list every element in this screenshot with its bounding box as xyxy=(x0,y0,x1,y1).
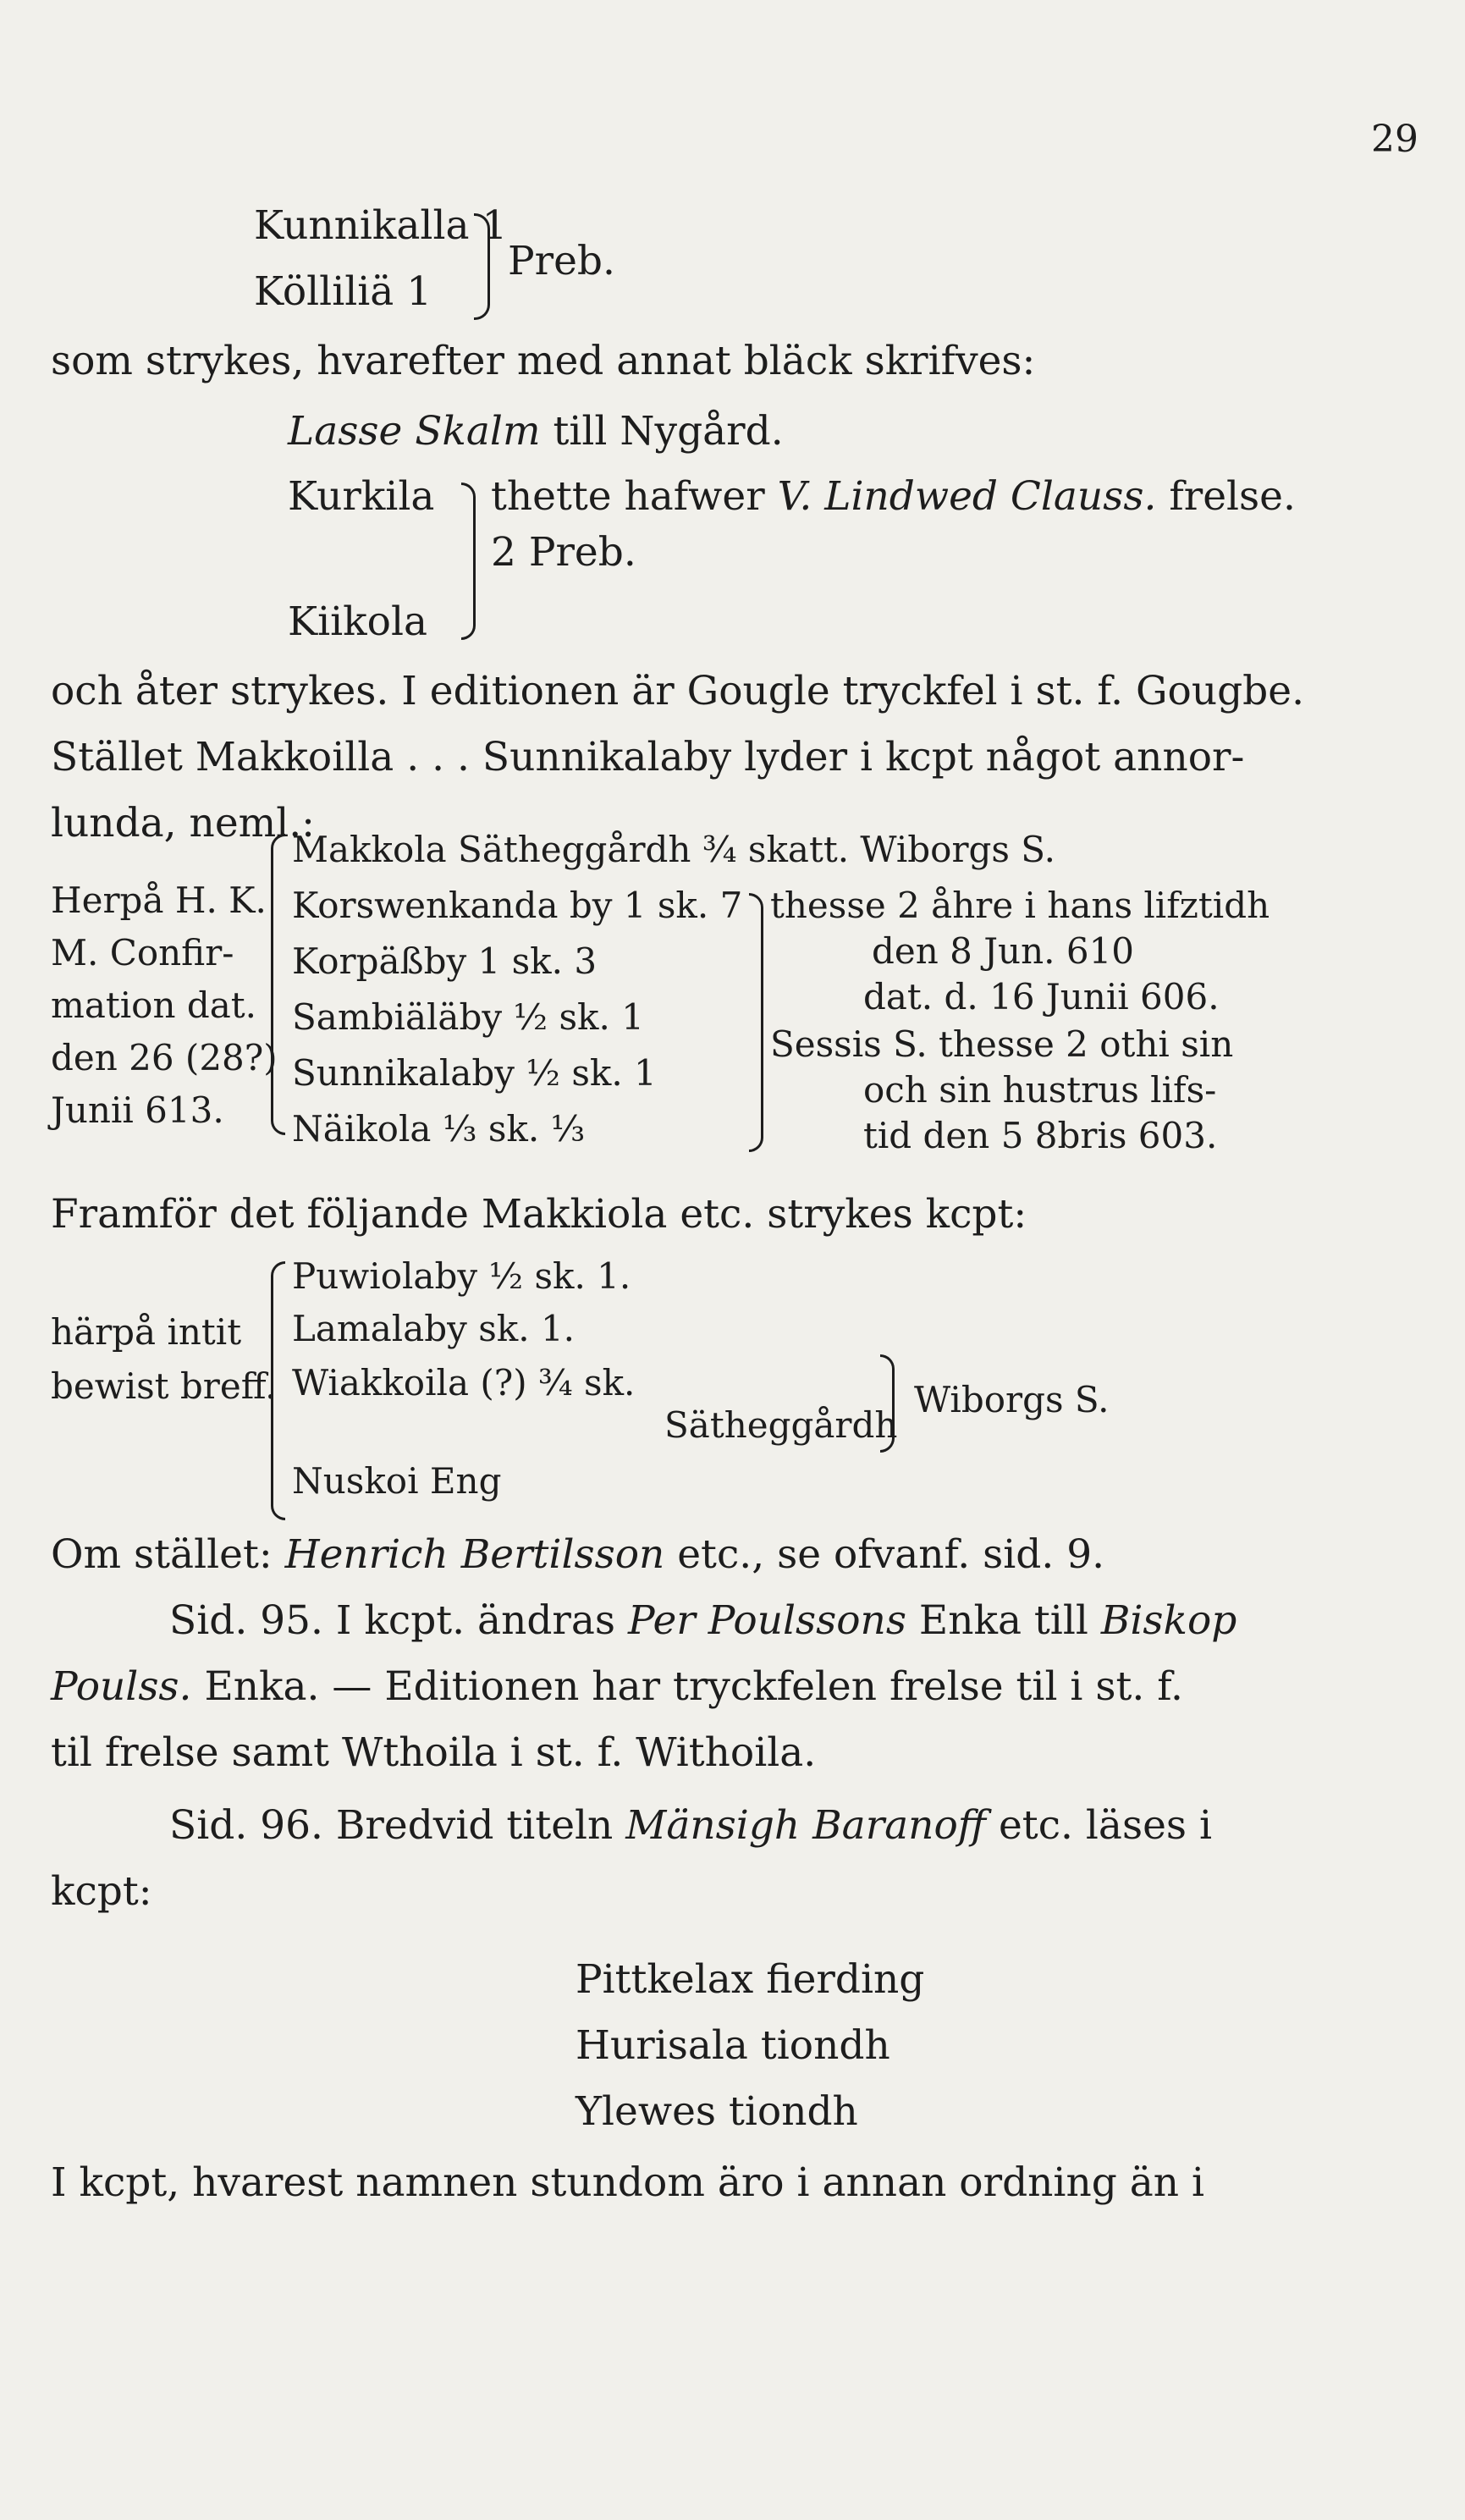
top-entry-2: Kölliliä 1 xyxy=(254,268,432,315)
line-p14: I kcpt, hvarest namnen stundom äro i annan ordning än i xyxy=(51,2159,1205,2206)
b1-right-5: tid den 5 8bris 603. xyxy=(863,1115,1218,1156)
line-p1: som strykes, hvarefter med annat bläck skrifves: xyxy=(51,338,1036,384)
b1-brace-right xyxy=(749,893,763,1152)
p9-c: Enka till xyxy=(906,1597,1101,1644)
b2-mid-2: Wiakkoila (?) ¾ sk. xyxy=(292,1362,636,1403)
p12-c: etc. läses i xyxy=(986,1802,1212,1849)
b2-mid-1: Lamalaby sk. 1. xyxy=(292,1308,576,1349)
b1-mid-3: Sambiäläby ½ sk. 1 xyxy=(292,996,644,1038)
p10-b: Enka. — Editionen har tryckfelen frelse til i st. f. xyxy=(191,1663,1183,1710)
b1-right-1: den 8 Jun. 610 xyxy=(872,930,1135,972)
name-biskop: Biskop xyxy=(1100,1597,1237,1644)
b1-left-3: den 26 (28?) xyxy=(51,1037,278,1078)
list-item-2: Ylewes tiondh xyxy=(576,2088,858,2135)
b2-brace-right xyxy=(880,1354,895,1453)
p8-c: etc., se ofvanf. sid. 9. xyxy=(664,1531,1105,1578)
b1-right-3: Sessis S. thesse 2 othi sin xyxy=(770,1023,1234,1065)
b2-left-1: bewist breff. xyxy=(51,1365,277,1407)
line-p6: lunda, neml.: xyxy=(51,800,316,846)
line-p10 xyxy=(51,1664,1183,1710)
b1-mid-4: Sunnikalaby ½ sk. 1 xyxy=(292,1052,657,1094)
name-lindwed: V. Lindwed Clauss. xyxy=(777,473,1157,520)
line-p7: Framför det följande Makkiola etc. strykes kcpt: xyxy=(51,1191,1027,1238)
b2-right: Wiborgs S. xyxy=(914,1379,1110,1420)
line-p12 xyxy=(169,1803,1212,1849)
b1-right-4: och sin hustrus lifs- xyxy=(863,1069,1217,1111)
line-p2 xyxy=(288,409,784,455)
kurkila: Kurkila xyxy=(288,473,435,520)
b1-left-1: M. Confir- xyxy=(51,932,234,973)
list-item-0: Pittkelax fierding xyxy=(576,1956,925,2003)
name-henrich: Henrich Bertilsson xyxy=(284,1531,665,1578)
b2-mid-4: Nuskoi Eng xyxy=(292,1460,502,1502)
page-number: 29 xyxy=(1371,118,1418,161)
b1-brace-left xyxy=(271,834,285,1135)
b1-left-2: mation dat. xyxy=(51,984,257,1026)
name-per: Per Poulssons xyxy=(627,1597,906,1644)
top-entry-1: Kunnikalla 1 xyxy=(254,202,508,249)
line-p8 xyxy=(51,1532,1104,1578)
b1-mid-2: Korpäßby 1 sk. 3 xyxy=(292,940,598,982)
b1-mid-0-frac: ¾ skatt. Wiborgs S. xyxy=(702,829,1055,870)
kiikola: Kiikola xyxy=(288,598,428,645)
line-p13: kcpt: xyxy=(51,1868,152,1915)
b1-right-0: thesse 2 åhre i hans lifztidh xyxy=(770,885,1270,926)
line-p2-text: till Nygård. xyxy=(540,408,784,455)
b1-left-0: Herpå H. K. xyxy=(51,880,267,921)
b2-left-0: härpå intit xyxy=(51,1311,242,1353)
p8-a: Om stället: xyxy=(51,1531,285,1578)
b2-mid-0: Puwiolaby ½ sk. 1. xyxy=(292,1255,631,1297)
b1-mid-5: Näikola ⅓ sk. ⅓ xyxy=(292,1108,586,1150)
name-poulss: Poulss. xyxy=(51,1663,192,1710)
line-p5: Stället Makkoilla . . . Sunnikalaby lyder i kcpt något annor- xyxy=(51,734,1245,780)
line-p4: och åter strykes. I editionen är Gougle tryckfel i st. f. Gougbe. xyxy=(51,668,1305,714)
b1-mid-0 xyxy=(292,830,1055,870)
b1-mid-1: Korswenkanda by 1 sk. 7 xyxy=(292,885,743,926)
line-p3 xyxy=(491,474,1296,520)
b1-mid-0-text: Makkola Sätheggårdh xyxy=(292,829,691,870)
list-item-1: Hurisala tiondh xyxy=(576,2022,890,2069)
p9-a: Sid. 95. I kcpt. ändras xyxy=(169,1597,628,1644)
top-entry-right: Preb. xyxy=(508,238,615,284)
kurkila-brace xyxy=(461,482,476,640)
p12-a: Sid. 96. Bredvid titeln xyxy=(169,1802,626,1849)
line-p9 xyxy=(169,1598,1236,1644)
name-lasse: Lasse Skalm xyxy=(288,408,541,455)
top-brace xyxy=(474,213,490,320)
preb-count: 2 Preb. xyxy=(491,529,636,576)
p3-text: thette hafwer xyxy=(491,473,778,520)
b2-brace-left xyxy=(271,1261,285,1520)
b1-left-4: Junii 613. xyxy=(51,1089,224,1131)
b1-right-2: dat. d. 16 Junii 606. xyxy=(863,976,1220,1017)
b2-mid-3: Sätheggårdh xyxy=(664,1404,898,1446)
line-p11: til frelse samt Wthoila i st. f. Withoila. xyxy=(51,1729,817,1776)
name-mansigh: Mänsigh Baranoff xyxy=(625,1802,987,1849)
p3-end: frelse. xyxy=(1156,473,1296,520)
